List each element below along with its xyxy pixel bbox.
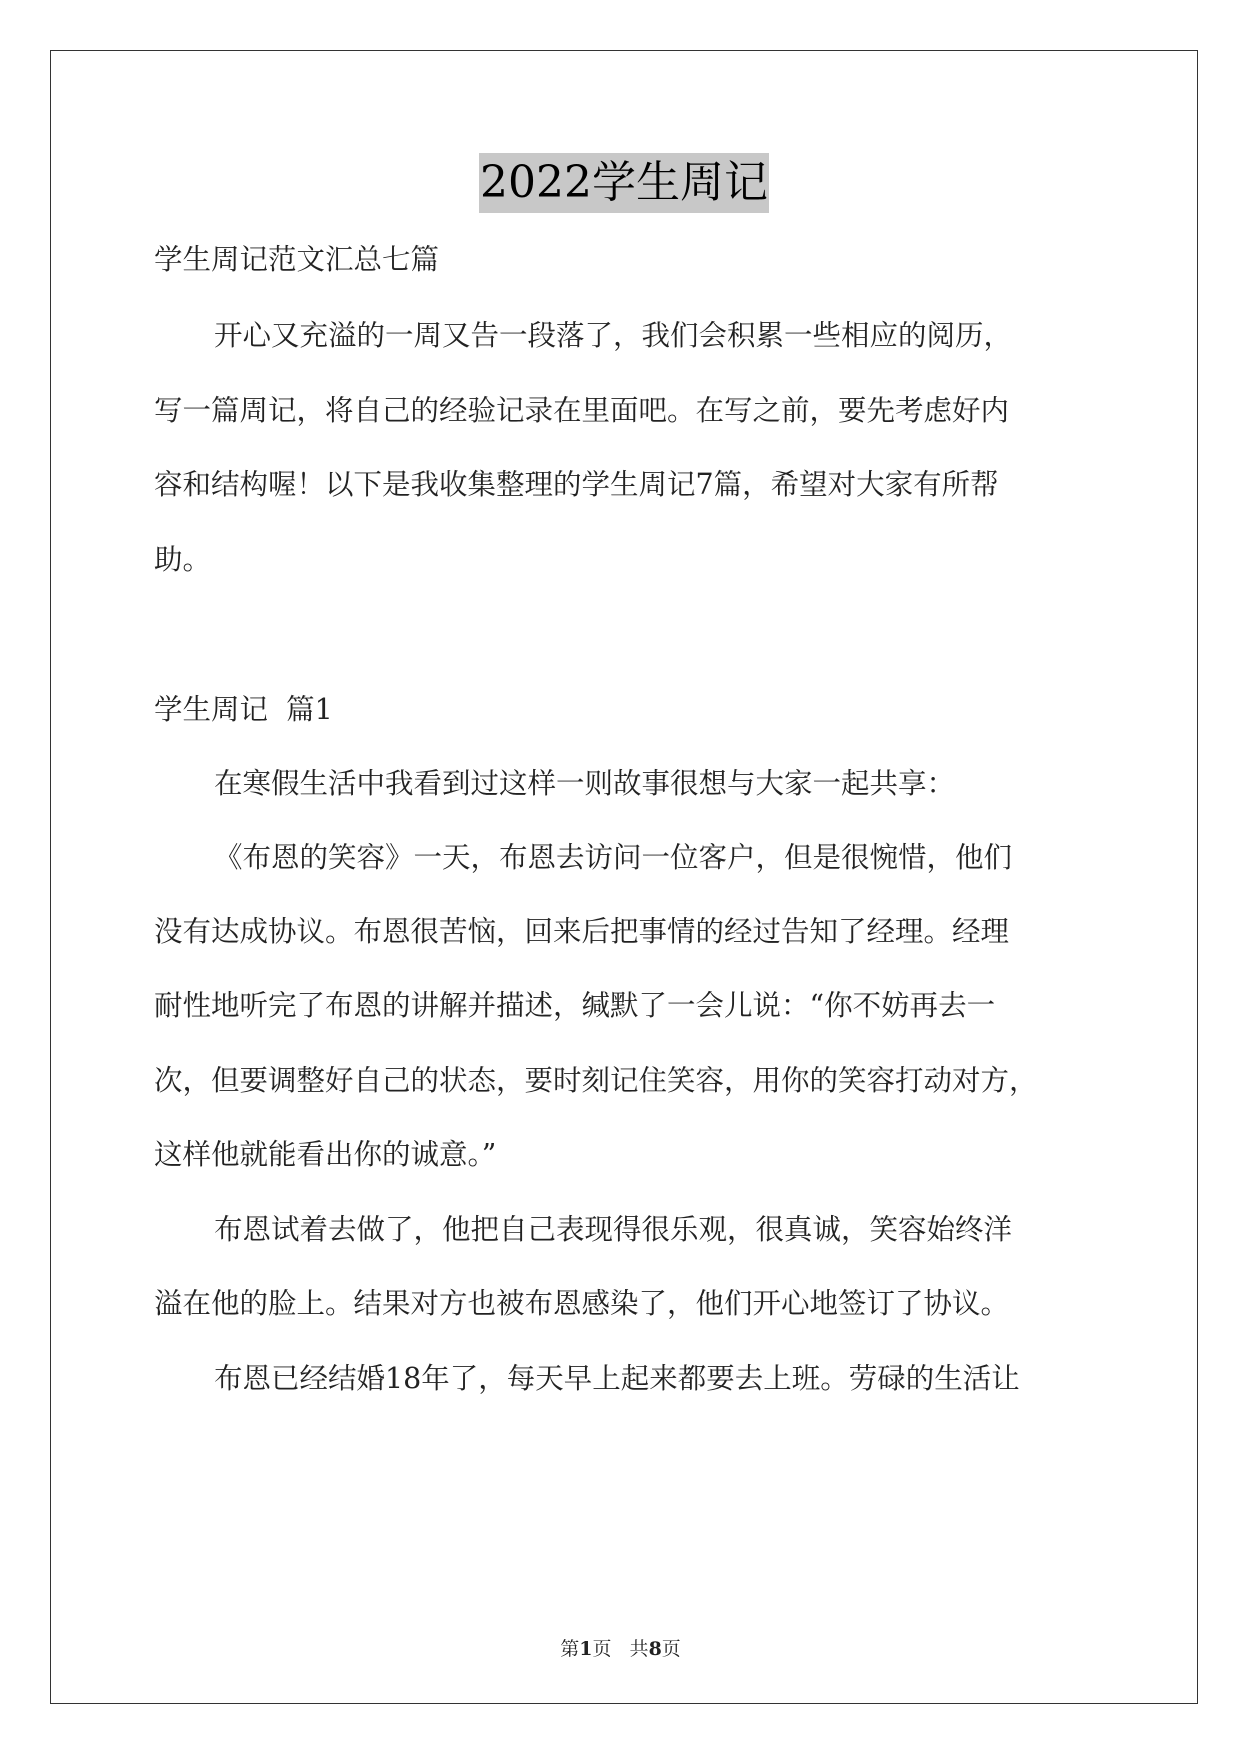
subtitle: 学生周记范文汇总七篇 — [154, 243, 440, 276]
body-line-6: 这样他就能看出你的诚意。” — [154, 1138, 497, 1171]
body-line-2: 《布恩的笑容》一天，布恩去访问一位客户，但是很惋惜，他们 — [214, 841, 1013, 874]
page-footer — [0, 1637, 1241, 1661]
body-line-3: 没有达成协议。布恩很苦恼，回来后把事情的经过告知了经理。经理 — [154, 915, 1010, 948]
footer-total-pages: 8 — [648, 1638, 662, 1660]
body-line-1: 在寒假生活中我看到过这样一则故事很想与大家一起共享： — [214, 767, 956, 800]
document-title: 2022学生周记 — [479, 153, 769, 213]
footer-prefix: 第 — [560, 1638, 580, 1660]
body-line-4: 耐性地听完了布恩的讲解并描述，缄默了一会儿说：“你不妨再去一 — [154, 989, 996, 1022]
footer-page-number: 1 — [579, 1638, 593, 1660]
footer-middle: 页 共 — [592, 1638, 649, 1660]
body-line-9: 布恩已经结婚18年了，每天早上起来都要去上班。劳碌的生活让 — [214, 1362, 1020, 1395]
section-heading: 学生周记 篇1 — [154, 693, 333, 726]
page-border — [50, 50, 1198, 1704]
body-line-8: 溢在他的脸上。结果对方也被布恩感染了，他们开心地签订了协议。 — [154, 1287, 1010, 1320]
intro-line-3: 容和结构喔！以下是我收集整理的学生周记7篇，希望对大家有所帮 — [154, 468, 999, 501]
body-line-5: 次，但要调整好自己的状态，要时刻记住笑容，用你的笑容打动对方， — [154, 1064, 1038, 1097]
footer-suffix: 页 — [661, 1638, 681, 1660]
body-line-7: 布恩试着去做了，他把自己表现得很乐观，很真诚，笑容始终洋 — [214, 1213, 1013, 1246]
intro-line-1: 开心又充溢的一周又告一段落了，我们会积累一些相应的阅历， — [214, 319, 1013, 352]
intro-line-2: 写一篇周记，将自己的经验记录在里面吧。在写之前，要先考虑好内 — [154, 394, 1010, 427]
intro-line-4: 助。 — [154, 543, 212, 576]
